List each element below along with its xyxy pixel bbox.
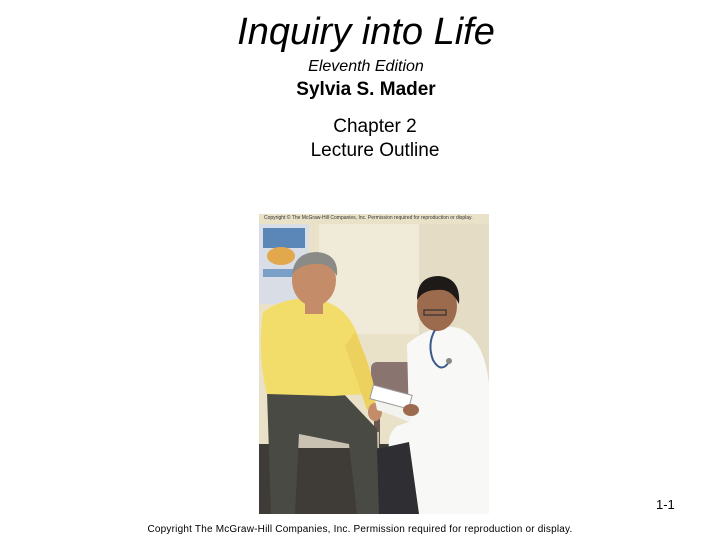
edition-label: Eleventh Edition — [308, 58, 424, 75]
slide-number: 1-1 — [656, 497, 675, 512]
author-name: Sylvia S. Mader — [296, 79, 436, 100]
chapter-label: Chapter 2 — [333, 116, 417, 137]
slide-title: Inquiry into Life — [237, 11, 495, 53]
copyright-footer: Copyright The McGraw-Hill Companies, Inc. Permission required for reproduction or display. — [147, 524, 573, 535]
photo-credit-text: Copyright © The McGraw-Hill Companies, Inc. Permission required for reproduction or display. — [264, 215, 473, 221]
doctor-patient-photo — [259, 214, 489, 514]
lecture-outline-label: Lecture Outline — [310, 140, 440, 161]
